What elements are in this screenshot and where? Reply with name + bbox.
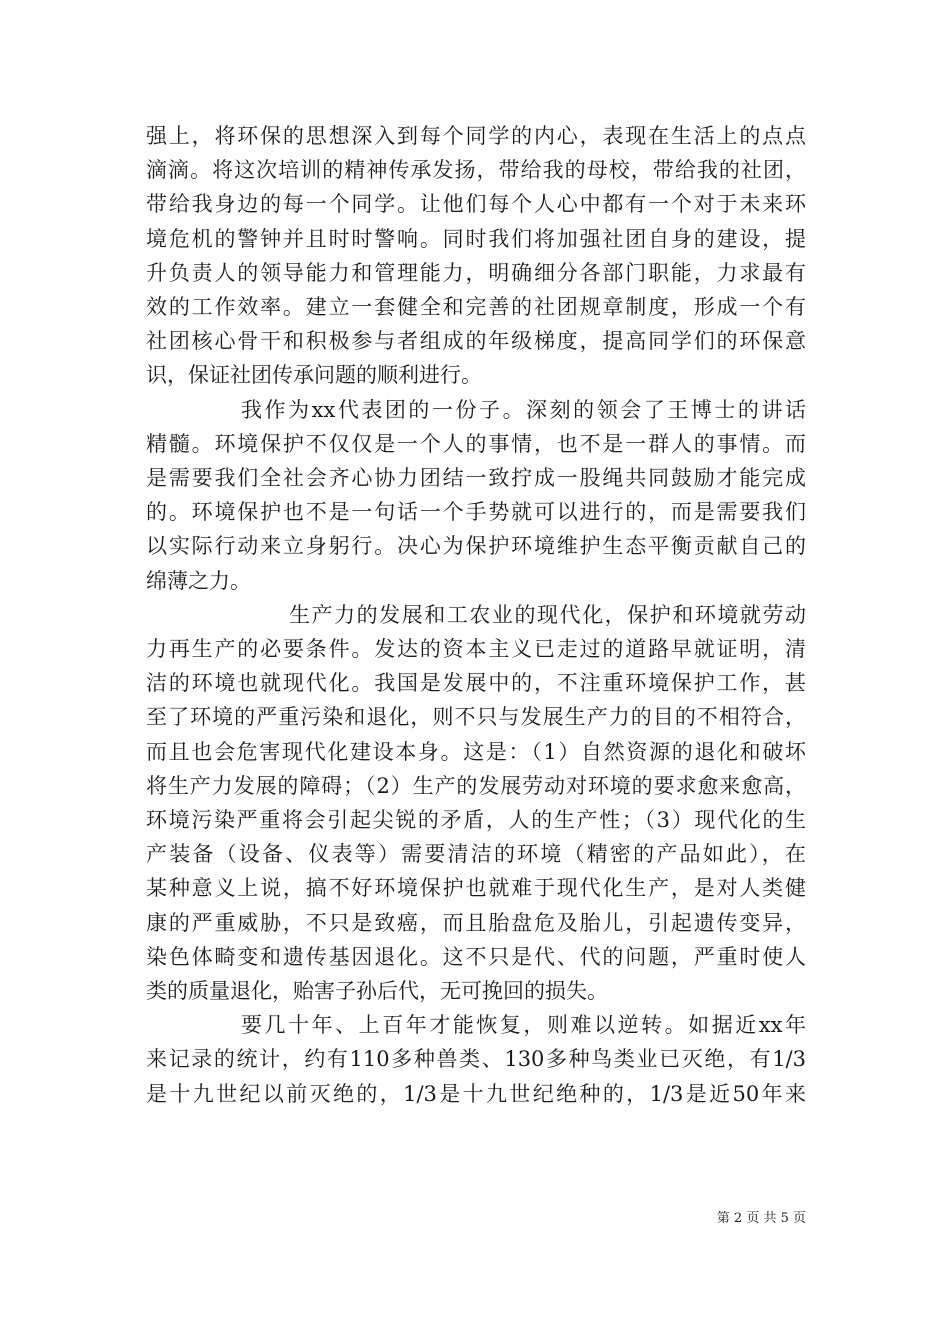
text-line: 升负责人的领导能力和管理能力，明确细分各部门职能，力求最有: [146, 260, 806, 285]
text-line: 而且也会危害现代化建设本身。这是：（1）自然资源的退化和破坏: [146, 739, 806, 764]
text-line: 是需要我们全社会齐心协力团结一致拧成一股绳共同鼓励才能完成: [146, 466, 806, 491]
text-line: 康的严重威胁，不只是致癌，而且胎盘危及胎儿，引起遗传变异，: [146, 910, 806, 935]
text-line: 来记录的统计，约有110多种兽类、130多种鸟类业已灭绝，有1/3: [146, 1047, 806, 1072]
page-number: 第 2 页 共 5 页: [716, 1211, 806, 1226]
body-text: [146, 119, 806, 1111]
text-line: 精髓。环境保护不仅仅是一个人的事情，也不是一群人的事情。而: [146, 431, 806, 456]
text-line: 的。环境保护也不是一句话一个手势就可以进行的，而是需要我们: [146, 500, 806, 525]
text-line: 某种意义上说，搞不好环境保护也就难于现代化生产，是对人类健: [146, 876, 806, 901]
text-line: 环境污染严重将会引起尖锐的矛盾，人的生产性；（3）现代化的生: [146, 808, 806, 833]
text-line: 境危机的警钟并且时时警响。同时我们将加强社团自身的建设，提: [146, 226, 806, 251]
text-line: 类的质量退化，贻害子孙后代，无可挽回的损失。: [146, 979, 608, 1004]
text-line: 要几十年、上百年才能恢复，则难以逆转。如据近xx年: [241, 1013, 806, 1038]
text-line: 力再生产的必要条件。发达的资本主义已走过的道路早就证明，清: [146, 637, 806, 662]
text-line: 染色体畸变和遗传基因退化。这不只是代、代的问题，严重时使人: [146, 944, 806, 969]
text-line: 绵薄之力。: [146, 568, 251, 593]
text-line: 将生产力发展的障碍；（2）生产的发展劳动对环境的要求愈来愈高，: [146, 773, 806, 798]
text-line: 洁的环境也就现代化。我国是发展中的，不注重环境保护工作，甚: [146, 671, 806, 696]
text-line: 产装备（设备、仪表等）需要清洁的环境（精密的产品如此），在: [146, 842, 806, 867]
text-line: 效的工作效率。建立一套健全和完善的社团规章制度，形成一个有: [146, 295, 806, 320]
text-line: 我作为xx代表团的一份子。深刻的领会了王博士的讲话: [241, 397, 806, 422]
text-line: 滴滴。将这次培训的精神传承发扬，带给我的母校，带给我的社团，: [146, 158, 806, 183]
text-line: 是十九世纪以前灭绝的，1/3是十九世纪绝种的，1/3是近50年来: [146, 1081, 806, 1106]
text-line: 识，保证社团传承问题的顺利进行。: [146, 363, 482, 388]
text-line: 至了环境的严重污染和退化，则不只与发展生产力的目的不相符合，: [146, 705, 806, 730]
text-line: 社团核心骨干和积极参与者组成的年级梯度，提高同学们的环保意: [146, 329, 806, 354]
text-line: 带给我身边的每一个同学。让他们每个人心中都有一个对于未来环: [146, 192, 806, 217]
text-line: 强上，将环保的思想深入到每个同学的内心，表现在生活上的点点: [146, 124, 806, 148]
text-line: 以实际行动来立身躬行。决心为保护环境维护生态平衡贡献自己的: [146, 534, 806, 559]
text-line: 生产力的发展和工农业的现代化，保护和环境就劳动: [289, 602, 806, 627]
